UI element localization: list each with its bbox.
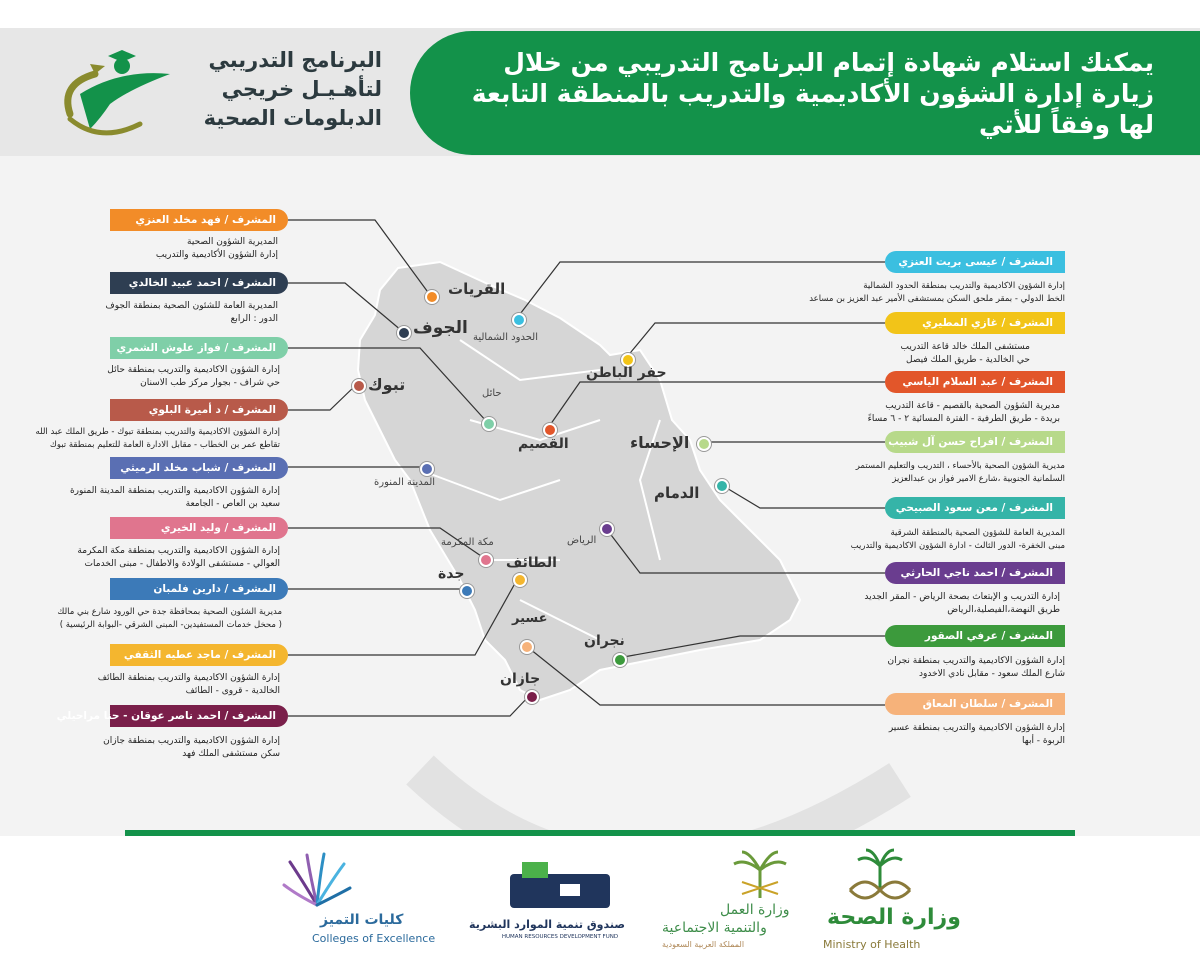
address-dammam: المديرية العامة للشؤون الصحية بالمنطقة الشرقية مبنى الخفرة- الدور الثالث - ادارة الشؤون الاكاديمية والتدريب <box>850 528 1065 551</box>
labor-line2: والتنمية الاجتماعية <box>662 920 767 936</box>
address-hafr: مستشفى الملك خالد قاعة التدريب حي الخالدية - طريق الملك فيصل <box>900 342 1030 365</box>
address-qassim: مديرية الشؤون الصحية بالقصيم - قاعة التدريب بريدة - طريق الطرفية - الفترة المسائية ٢ - ٦ مساءً <box>867 401 1060 424</box>
supervisor-label-najran: المشرف / عرفي الصقور <box>885 625 1065 647</box>
dot-jawf[interactable] <box>397 326 411 340</box>
brand-line-3: الدبلومات الصحية <box>203 106 382 130</box>
connector-jazan <box>288 695 530 716</box>
city-taif: الطائف <box>506 555 557 571</box>
moh-emblem-icon <box>840 850 920 905</box>
city-qassim: القصيم <box>518 436 569 452</box>
connector-tabuk <box>288 384 357 410</box>
dot-dammam[interactable] <box>715 479 729 493</box>
brand-line-2: لتأهـيـل خريجي <box>221 77 382 101</box>
city-northern: الحدود الشمالية <box>473 332 538 343</box>
address-riyadh: إدارة التدريب و الإبتعاث بصحة الرياض - المقر الجديد طريق النهضة،الفيصلية،الرياض <box>864 592 1060 615</box>
dot-qurayyat[interactable] <box>425 290 439 304</box>
supervisor-label-dammam: المشرف / معن سعود الصبيحي <box>885 497 1065 519</box>
supervisor-label-qassim: المشرف / عبد السلام الياسي <box>885 371 1065 393</box>
dot-northern[interactable] <box>512 313 526 327</box>
dot-jazan[interactable] <box>525 690 539 704</box>
dot-najran[interactable] <box>613 653 627 667</box>
address-qurayyat: المديرية الشؤون الصحية إدارة الشؤون الأكاديمية والتدريب <box>155 237 278 260</box>
supervisor-label-asir: المشرف / سلطان المعاق <box>885 693 1065 715</box>
labor-logo <box>650 850 800 960</box>
city-dammam: الدمام <box>654 484 700 502</box>
moh-ar: وزارة الصحة <box>827 905 961 930</box>
starburst-icon <box>282 850 352 910</box>
address-jazan: إدارة الشؤون الاكاديمية والتدريب بمنطقة جازان سكن مستشفى الملك فهد <box>103 736 280 759</box>
dot-makkah[interactable] <box>479 553 493 567</box>
city-makkah: مكة المكرمة <box>441 537 494 548</box>
address-najran: إدارة الشؤون الاكاديمية والتدريب بمنطقة نجران شارع الملك سعود - مقابل نادي الاخدود <box>887 656 1065 679</box>
supervisor-label-taif: المشرف / ماجد عطيه الثقفي <box>110 644 288 666</box>
address-asir: إدارة الشؤون الاكاديمية والتدريب بمنطقة عسير الربوة - أبها <box>888 723 1065 746</box>
brand-line-1: البرنامج التدريبي <box>208 48 382 72</box>
address-northern: إدارة الشؤون الاكاديمية والتدريب بمنطقة الحدود الشمالية الخط الدولي - بمقر ملحق السكن بمستشفى الأمير عبد العزيز بن مساعد <box>809 281 1065 304</box>
hrdf-logo <box>469 850 630 960</box>
supervisor-label-madinah: المشرف / شباب مخلد الرميثي <box>110 457 288 479</box>
dot-qassim[interactable] <box>543 423 557 437</box>
city-hail: حائل <box>482 388 502 399</box>
moh-logo <box>815 850 961 960</box>
connector-dammam <box>720 484 885 508</box>
supervisor-label-ahsa: المشرف / افراح حسن آل شبيب <box>885 431 1065 453</box>
dot-jeddah[interactable] <box>460 584 474 598</box>
hrdf-en: HUMAN RESOURCES DEVELOPMENT FUND <box>501 934 619 940</box>
hrdf-mark-icon <box>500 856 620 916</box>
supervisor-label-jeddah: المشرف / دارين فلمبان <box>110 578 288 600</box>
city-madinah: المدينة المنورة <box>374 477 436 488</box>
city-hafr: حفر الباطن <box>586 365 667 381</box>
city-riyadh: الرياض <box>567 535 597 546</box>
supervisor-label-jazan: المشرف / احمد ناصر عوقان - حنا مراحيلي <box>110 705 288 727</box>
dot-madinah[interactable] <box>420 462 434 476</box>
supervisor-label-northern: المشرف / عيسى بريت العنزي <box>885 251 1065 273</box>
dot-riyadh[interactable] <box>600 522 614 536</box>
address-tabuk: إدارة الشؤون الاكاديمية والتدريب بمنطقة تبوك - طريق الملك عبد الله تقاطع عمر بن الخطاب - مقابل الادارة العامة للتعليم بمنطقة تبوك <box>35 427 280 450</box>
city-jeddah: جدة <box>438 566 465 582</box>
city-jazan: جازان <box>500 671 541 687</box>
supervisor-label-qurayyat: المشرف / فهد مخلد العنزي <box>110 209 288 231</box>
city-jawf: الجوف <box>413 318 468 338</box>
hrdf-ar: صندوق تنمية الموارد البشرية <box>469 918 625 931</box>
supervisor-label-jawf: المشرف / احمد عبيد الخالدي <box>110 272 288 294</box>
supervisor-label-tabuk: المشرف / د أميرة البلوي <box>110 399 288 421</box>
supervisor-label-riyadh: المشرف / احمد ناجي الحارثي <box>885 562 1065 584</box>
address-taif: إدارة الشؤون الاكاديمية والتدريب بمنطقة الطائف الخالدية - قروى - الطائف <box>97 673 280 696</box>
colleges-ar: كليات التميز <box>320 912 404 928</box>
address-hail: إدارة الشؤون الاكاديمية والتدريب بمنطقة حائل حي شراف - بجوار مركز طب الاسنان <box>107 365 280 388</box>
dot-tabuk[interactable] <box>352 379 366 393</box>
dot-asir[interactable] <box>520 640 534 654</box>
supervisor-label-hafr: المشرف / غازي المطيري <box>885 312 1065 334</box>
dot-taif[interactable] <box>513 573 527 587</box>
city-tabuk: تبوك <box>368 375 406 394</box>
address-jawf: المديرية العامة للشئون الصحية بمنطقة الجوف الدور : الرابع <box>105 301 278 324</box>
dot-ahsa[interactable] <box>697 437 711 451</box>
colleges-logo <box>272 850 452 960</box>
city-najran: نجران <box>584 633 625 649</box>
city-ahsa: الإحساء <box>630 433 690 452</box>
colleges-en: Colleges of Excellence <box>312 932 436 945</box>
headline-text: يمكنك استلام شهادة إتمام البرنامج التدريبي من خلال زيارة إدارة الشؤون الأكاديمية والتدريب بالمنطقة التابعة لها وفقاً للأتي <box>471 48 1154 139</box>
labor-line1: وزارة العمل <box>720 902 790 918</box>
city-asir: عسير <box>512 611 548 626</box>
city-qurayyat: القريات <box>448 280 506 298</box>
address-ahsa: مديرية الشؤون الصحية بالأحساء ، التدريب والتعليم المستمر السلمانية الجنوبية ،شارع الامير فواز بن عبدالعزيز <box>855 461 1065 484</box>
palm-icon <box>730 850 790 900</box>
moh-en: Ministry of Health <box>823 938 921 951</box>
supervisor-label-makkah: المشرف / وليد الخيري <box>110 517 288 539</box>
address-makkah: إدارة الشؤون الاكاديمية والتدريب بمنطقة مكة المكرمة العوالي - مستشفى الولادة والاطفال - مبنى الخدمات <box>77 546 280 569</box>
supervisor-label-hail: المشرف / فواز علوش الشمري <box>110 337 288 359</box>
dot-hail[interactable] <box>482 417 496 431</box>
address-jeddah: مديرية الشئون الصحية بمحافظة جدة حي الورود شارع بني مالك ( محخل خدمات المستفيدين- المبنى الشرقي -البوابة الرئيسية ) <box>57 607 282 630</box>
labor-line3: المملكة العربية السعودية <box>662 940 745 949</box>
address-madinah: إدارة الشؤون الاكاديمية والتدريب بمنطقة المدينة المنورة سعيد بن العاص - الجامعة <box>69 486 280 509</box>
